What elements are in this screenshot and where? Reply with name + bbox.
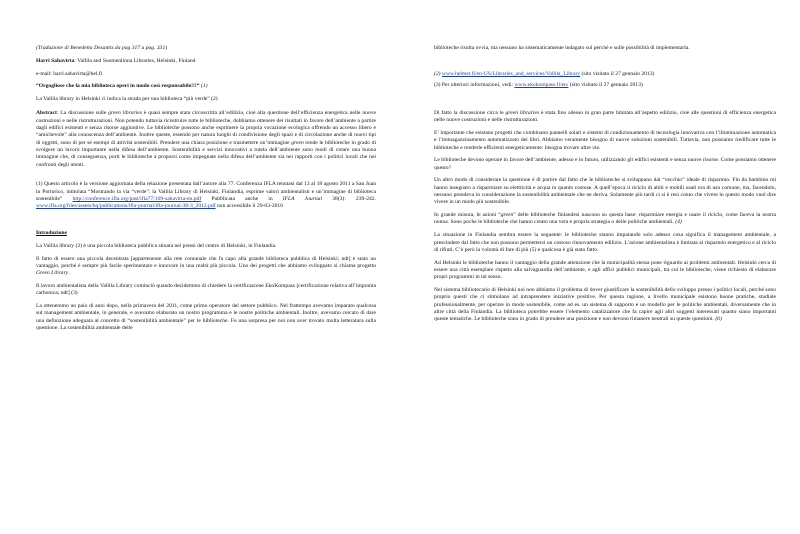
right-column [434,45,776,329]
footnote-1: (1) Questo articolo è la versione aggiornata della relazione presentata dall’autore alla 77. Conferenza IFLA tenutasi dal 13 al 18 agosto 2011 a San Juan in Portorico, intitolata “Mostrando la via “verde”: la Vallila Library di Helsinki, Finlandia, esprime valori ambientalisti e un’immagine di biblioteca sostenibile” http://conference.ifla.org/past/ifla77/109-sahavirta-en.pdf Pubblicata anche in IFLA Journal 38(3): 239-242. www.ifla.org/files/assets/hq/publications/ifla-journal/ifla-journal-38-3_2012.pdf non accessibile il 29-03-2016 [36,181,376,210]
footnote-3: (3) Per ulteriori informazioni, vedi: www.ekokompass.fi/en/ (sito visitato il 27 gennaio 2013) [434,82,643,89]
author-email: e-mail: harri.sahavirta@hel.fi [36,70,103,77]
footnote-2: (2) www.helmet.fi/en-US/Libraries_and_services/Vallila_Library (sito visitato il 27 gennaio 2013) [434,70,655,77]
paragraph: Le biblioteche devono operare in favore dell’ambiente, adesso e in futuro, utilizzando gli edifici esistenti e senza nuove risorse. Come possiamo ottenere questo? [434,157,776,171]
paragraph-continued: biblioteche risulta ovvia, ma nessuno ha sistematicamente indagato sul perché e sulle possibilità di implementarla. [434,45,690,51]
abstract: Abstract: La discussione sulle green libraries è quasi sempre stata circoscritta all’edilizia, cioè alla questione dell’efficienza energetica nelle nuove costruzioni e nelle ristrutturazioni. Non potendo tuttavia ricostruire tutte le biblioteche, dobbiamo ottenere dei risultati in favore dell’ambiente a partire dagli edifici esistenti e senza risorse aggiuntive. Le biblioteche possono anche esprimere la propria vocazione ecologica offrendo un accesso libero e “amichevole” alla conoscenza dell’ambiente. Inoltre queste, essendo per natura luoghi di condivisione degli spazi e di circolazione anche di nuovi tipi di oggetti, sono di per sé esempi di attività sostenibili. Prendere una chiara posizione e trasmettere un’immagine green rende le biblioteche in grado di svolgere un lavoro importante nella difesa dell’ambiente. Sostenibilità e servizi innovativi a tutela dell’ambiente sono modi di creare una buona immagine che, di conseguenza, porti le biblioteche a proporsi come impegnate nella difesa dell’ambiente sia nei rapporti con i politici locali che nei confronti degli utenti. [36,110,377,168]
paragraph: La situazione in Finlandia sembra essere la seguente: le biblioteche stanno imparando solo adesso cosa significa il management ambientale, a prescindere dal fatto che non possono permettersi un costoso rinnovamento edilizio. L’azione ambientalista è limitata al risparmio energetico e al riciclo di rifiuti. C’è però la volontà di fare di più (5) e qualcosa è già stato fatto. [434,232,776,253]
translation-note: (Traduzione di Benedetta Desantis da pag 317 a pag. 331) [36,45,168,51]
section-heading-introduzione: Introduzione [36,230,67,237]
footnote-1-link-ifla-journal[interactable]: www.ifla.org/files/assets/hq/publications/ifla-journal/ifla-journal-38-3_2012.pdf [36,203,216,210]
author-name: Harri Sahavirta [36,57,75,64]
article-title: “Orgogliose che la mia biblioteca operi in modo così responsabile!!!“ (1) [36,83,208,90]
paragraph: Di fatto la discussione circa le green libraries è stata fino adesso in gran parte limitata all’aspetto edilizio, cioè alle questioni di efficienza energetica nelle nuove costruzioni e nelle ristrutturazioni. [434,109,776,124]
paragraph: Nel sistema bibliotecario di Helsinki noi non abbiamo il problema di dover giustificare la sostenibilità dello sviluppo presso i politici locali, perché sono proprio questi che ci stimolano ad intraprendere iniziative positive. Per questa ragione, a livello municipale esistono buone pratiche, studiate professionalmente, per operare in modo sostenibile, come ad es. un sistema di supporto e un modello per le politiche ambientali, diversamente che in altre città della Finlandia. La biblioteca potrebbe essere l’elemento catalizzatore che fa capire agli altri soggetti interessati quanto siano importanti queste tematiche. Le biblioteche sono in grado di prendere una posizione e non devono rimanere neutrali su queste questioni. (6) [434,287,776,323]
right-page [400,0,800,534]
paragraph: Il fatto di essere una piccola decentrata [appartenente alla rete comunale che fa capo alla grande biblioteca pubblica di Helsinki; ndt] è stato un vantaggio, perché è sempre più facile sperimentare e innovare in una realtà più piccola. Uno dei progetti che abbiamo sviluppato si chiama progetto Green Library. [36,255,376,277]
author-line [36,58,376,65]
paragraph: In grande misura, le azioni “green” delle biblioteche finlandesi nascono su questa base: risparmiare energia e usare il riciclo, come faceva la nostra nonna. Sono poche le biblioteche che hanno creato una vera e propria strategia o delle politiche ambientali. (4) [434,212,776,226]
paragraph: La Vallila library (2) è una piccola biblioteca pubblica situata nei pressi del centro di Helsinki, in Finlandia. [36,242,277,249]
footnote-1-link-ifla-conference[interactable]: http://conference.ifla.org/past/ifla77/109-sahavirta-en.pdf [72,195,202,202]
paragraph: E’ importante che esistano progetti che combinano pannelli solari e sistemi di condizionamento di tecnologia innovativa con l’illuminazione automatica e l’immagazzinamento automatizzato dei libri. Abbiamo veramente bisogno di nuove soluzioni sostenibili. Tuttavia, non possiamo riedificare tutte le biblioteche e renderle efficienti energeticamente: bisogna trovare altre vie. [434,129,776,151]
article-subtitle: La Vallila library in Helsinki ci indica la strada per una biblioteca “più verde” (2) [36,95,218,102]
paragraph: Il lavoro ambientalista della Vallila Library cominciò quando decidemmo di chiedere la certificazione EkoKompass [certificazione relativa all’impronta carbonica; ndt] (3) [36,283,376,297]
left-column [36,45,376,338]
footnote-2-link-vallila-library[interactable]: www.helmet.fi/en-US/Libraries_and_services/Vallila_Library [441,70,581,77]
paragraph: Ad Helsinki le biblioteche hanno il vantaggio della grande attenzione che la municipalità stessa pone riguardo ai problemi ambientali. Helsinki cerca di essere una città esemplare rispetto alla salvaguardia dell’ambiente, e agli uffici pubblici municipali, tra cui le biblioteche, viene richiesto di elaborare propri programmi in tal senso. [434,259,776,281]
paragraph: Un altro modo di considerare la questione è di partire dal fatto che le biblioteche si sviluppano dal “vecchio” ideale di risparmio. Fin da bambino mi hanno insegnato a risparmiare su elettricità e acqua in quanto costose. A quell’epoca il riciclo di abiti e mobili usati era di uso comune, ma, facendolo, nessuno prendeva in considerazione la sostenibilità ambientale che ne deriva. Solamente più tardi ci si è resi conto che vivere in questo modo vuol dire vivere in un modo più sostenibile. [434,177,776,206]
paragraph: La ottenemmo un paio di anni dopo, nella primavera del 2011, come primo operatore del settore pubblico. Nel frattempo avevamo imparato qualcosa sul management ambientale, in generale, e avevamo elaborato un nostro programma e le nostre politiche ambientali. Inoltre, avevamo cercato di dare una definizione adeguata al concetto di “sostenibilità ambientale” per le biblioteche. Fu una sorpresa per noi non aver trovato molta letteratura sulla questione. La sostenibilità ambientale delle [36,303,376,332]
author-affiliation: : Vallila and Suomenlinna Libraries, Helsinki, Finland [74,57,196,64]
footnote-3-link-ekokompass[interactable]: www.ekokompass.fi/en/ [514,82,569,89]
abstract-label: Abstract [36,110,57,117]
